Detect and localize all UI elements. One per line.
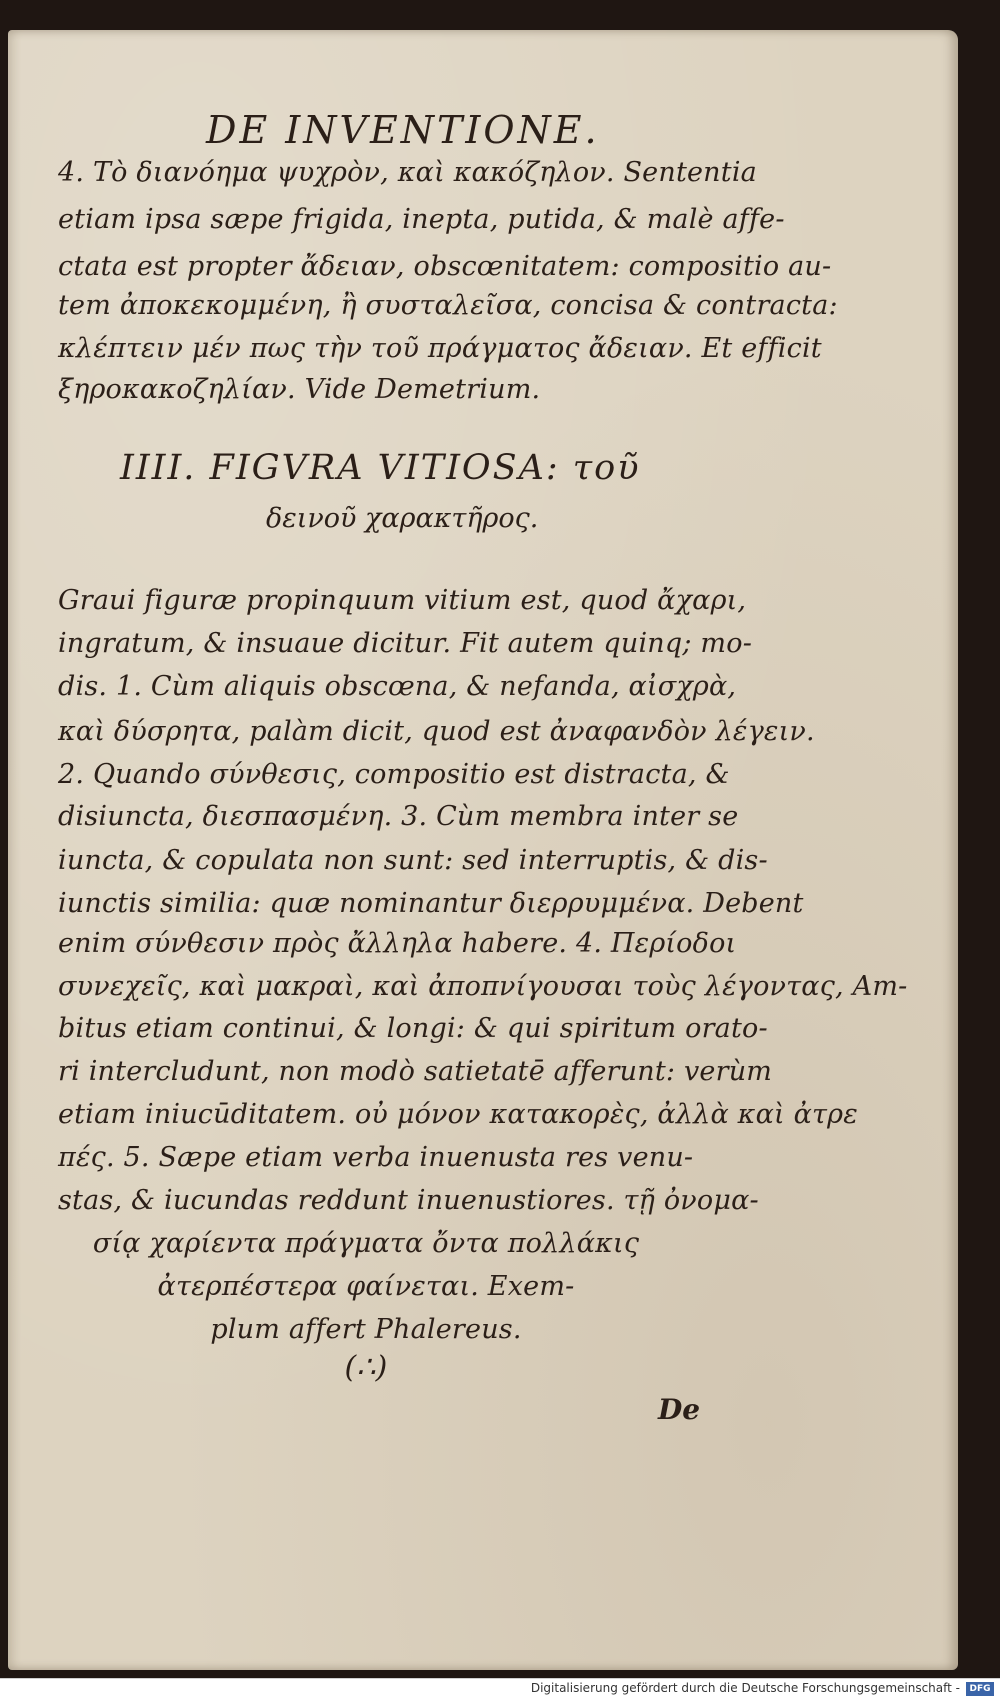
- section-heading: IIII. FIGVRA VITIOSA: τοῦ: [120, 448, 641, 488]
- book-page: [8, 30, 958, 1670]
- text-line-centered: ἀτερπέστερα φαίνεται. Exem-: [157, 1271, 575, 1302]
- text-line: bitus etiam continui, & longi: & qui spiritum orato-: [58, 1013, 768, 1044]
- text-line: κλέπτειν μέν πως τὴν τοῦ πράγματος ἄδειαν. Et efficit: [58, 333, 822, 364]
- text-line: συνεχεῖς, καὶ μακραὶ, καὶ ἀποπνίγουσαι τοὺς λέγοντας, Am-: [58, 971, 908, 1002]
- text-line: 4. Τὸ διανόημα ψυχρὸν, καὶ κακόζηλον. Sententia: [58, 157, 757, 188]
- text-line: ingratum, & insuaue dicitur. Fit autem quinq; mo-: [58, 628, 753, 659]
- text-line: disiuncta, διεσπασμένη. 3. Cùm membra inter se: [58, 801, 739, 832]
- text-line: dis. 1. Cùm aliquis obscœna, & nefanda, αἰσχρὰ,: [58, 671, 737, 702]
- text-line: καὶ δύσρητα, palàm dicit, quod est ἀναφανδὸν λέγειν.: [58, 716, 815, 747]
- footer-credit: Digitalisierung gefördert durch die Deutsche Forschungsgemeinschaft -: [530, 1681, 960, 1695]
- text-line: Graui figuræ propinquum vitium est, quod ἄχαρι,: [58, 585, 747, 616]
- catchword: De: [658, 1393, 701, 1426]
- text-line-centered: σίᾳ χαρίεντα πράγματα ὄντα πολλάκις: [92, 1228, 640, 1259]
- text-line: enim σύνθεσιν πρὸς ἄλληλα habere. 4. Περίοδοι: [58, 928, 737, 959]
- text-line: tem ἀποκεκομμένη, ἢ συσταλεῖσα, concisa & contracta:: [58, 290, 838, 321]
- text-line: iuncta, & copulata non sunt: sed interruptis, & dis-: [58, 845, 768, 876]
- text-line: ξηροκακοζηλίαν. Vide Demetrium.: [58, 374, 541, 405]
- dfg-logo-icon[interactable]: DFG: [966, 1682, 994, 1696]
- section-heading-greek: δεινοῦ χαρακτῆρος.: [266, 503, 539, 534]
- text-line: 2. Quando σύνθεσις, compositio est distracta, &: [58, 759, 730, 790]
- text-line: etiam iniucūditatem. οὐ μόνον κατακορὲς, ἀλλὰ καὶ ἀτρε: [58, 1099, 858, 1130]
- text-line: iunctis similia: quæ nominantur διερρυμμένα. Debent: [58, 888, 804, 919]
- text-line: etiam ipsa sæpe frigida, inepta, putida, & malè affe-: [58, 204, 785, 235]
- text-line-centered: plum affert Phalereus.: [210, 1314, 522, 1345]
- text-line: stas, & iucundas reddunt inuenustiores. τῇ ὀνομα-: [58, 1185, 759, 1216]
- footer-bar: [0, 1678, 1000, 1700]
- text-line: ri intercludunt, non modò satietatē afferunt: verùm: [58, 1056, 773, 1087]
- text-line: ctata est propter ἄδειαν, obscœnitatem: compositio au-: [58, 251, 832, 282]
- running-head: DE INVENTIONE.: [206, 108, 600, 152]
- text-line: πές. 5. Sæpe etiam verba inuenusta res venu-: [58, 1142, 694, 1173]
- end-ornament: (∴): [344, 1350, 388, 1385]
